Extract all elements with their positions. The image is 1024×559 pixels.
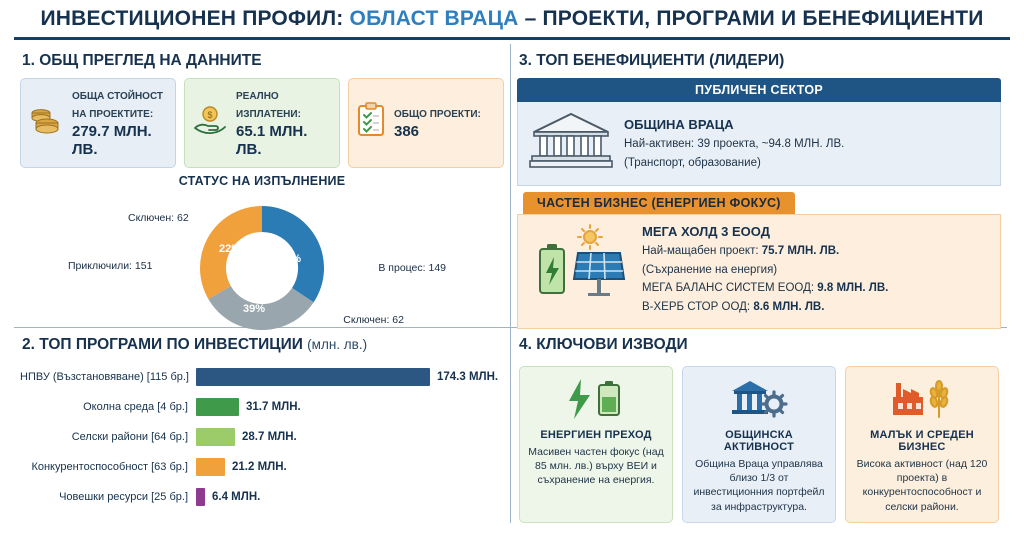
donut-label-bottom: Сключен: 62 [343, 313, 404, 326]
donut-chart [20, 188, 504, 348]
kpi-row [20, 78, 504, 168]
kpi-paid-number: 65.1 МЛН. ЛВ. [236, 122, 308, 159]
private-entity-item3-value: 8.6 МЛН. ЛВ. [753, 300, 825, 313]
bar-track-4 [196, 488, 504, 506]
bar-fill-2 [196, 428, 235, 446]
section-4-title: 4. КЛЮЧОВИ ИЗВОДИ [519, 336, 688, 353]
card-municipal-icons [690, 375, 828, 423]
donut-pct-blue: 39% [278, 252, 302, 265]
bar-value-4: 6.4 МЛН. [212, 491, 261, 503]
bar-value-1: 31.7 МЛН. [246, 401, 301, 413]
section-1-title: 1. ОБЩ ПРЕГЛЕД НА ДАННИТЕ [22, 52, 262, 69]
public-sector-text [624, 116, 844, 171]
public-sector-band: ПУБЛИЧЕН СЕКТОР [517, 78, 1001, 102]
government-building-icon [528, 110, 614, 177]
clipboard-check-icon [355, 101, 387, 144]
section-2-title-main: 2. ТОП ПРОГРАМИ ПО ИНВЕСТИЦИИ [22, 336, 308, 353]
bar-label-1: Околна среда [4 бр.] [83, 401, 188, 413]
public-sector-box [517, 102, 1001, 186]
section-1-overview [14, 44, 510, 327]
donut-chart-title: СТАТУС НА ИЗПЪЛНЕНИЕ [178, 173, 346, 188]
bar-fill-1 [196, 398, 239, 416]
kpi-projects [348, 78, 504, 168]
section-2-title-units: (млн. лв.) [307, 337, 368, 352]
bar-label-2: Селски райони [64 бр.] [71, 431, 188, 443]
bar-track-0 [196, 368, 504, 386]
card-municipal-body: Община Враца управлява близо 1/3 от инвестиционния портфейл за инфраструктура. [693, 458, 825, 513]
section-3-beneficiaries [511, 44, 1007, 327]
public-entity-name: ОБЩИНА ВРАЦА [624, 116, 734, 132]
private-entity-item2-name: МЕГА БАЛАНС СИСТЕМ ЕООД: [642, 282, 818, 295]
private-entity-line1-prefix: Най-мащабен проект: [642, 245, 762, 257]
private-entity-line2: (Съхранение на енергия) [642, 263, 778, 276]
donut-label-top: Сключен: 62 [128, 211, 189, 224]
kpi-total-value-text [72, 86, 169, 160]
private-sector-band-wrap [517, 192, 1001, 214]
bar-track-3 [196, 458, 504, 476]
bar-fill-0 [196, 368, 430, 386]
kpi-projects-label: ОБЩО ПРОЕКТИ: [394, 109, 481, 121]
private-entity-name: МЕГА ХОЛД 3 ЕООД [642, 224, 770, 239]
card-energy-body: Масивен частен фокус (над 85 млн. лв.) върху ВЕИ и съхранение на енергия. [528, 446, 664, 487]
hand-coin-icon [191, 101, 229, 144]
kpi-total-value [20, 78, 176, 168]
page-header [14, 0, 1010, 40]
card-energy-title: ЕНЕРГИЕН ПРЕХОД [540, 429, 652, 441]
kpi-total-value-number: 279.7 МЛН. ЛВ. [72, 122, 152, 159]
kpi-total-value-label: ОБЩА СТОЙНОСТ НА ПРОЕКТИТЕ: [72, 91, 164, 121]
bar-track-2 [196, 428, 504, 446]
public-entity-line1: Най-активен: 39 проекта, ~94.8 МЛН. ЛВ. [624, 137, 845, 150]
private-entity-item3-name: В-ХЕРБ СТОР ООД: [642, 300, 754, 313]
bar-label-3: Конкурентоспособност [63 бр.] [31, 461, 188, 473]
private-sector-box [517, 214, 1001, 329]
kpi-paid [184, 78, 340, 168]
private-entity-item2 [642, 281, 888, 297]
private-entity-item2-value: 9.8 МЛН. ЛВ. [817, 282, 889, 295]
content-grid [14, 44, 1010, 523]
energy-icons-group [528, 223, 632, 320]
bar-fill-4 [196, 488, 205, 506]
title-accent: ОБЛАСТ ВРАЦА [349, 6, 519, 30]
section-3-title: 3. ТОП БЕНЕФИЦИЕНТИ (ЛИДЕРИ) [519, 52, 785, 69]
coins-icon [27, 101, 65, 144]
section-4-conclusions [511, 328, 1007, 523]
card-sme [845, 366, 999, 523]
card-municipal-activity [682, 366, 836, 523]
bar-row [20, 422, 504, 452]
section-2-programs [14, 328, 510, 523]
donut-pct-orange: 22% [218, 242, 242, 255]
kpi-projects-number: 386 [394, 122, 420, 140]
kpi-paid-label: РЕАЛНО ИЗПЛАТЕНИ: [236, 91, 301, 121]
title-part1: ИНВЕСТИЦИОНЕН ПРОФИЛ: [40, 6, 350, 30]
private-sector-group [517, 192, 1001, 329]
bar-row [20, 362, 504, 392]
public-entity-line2: (Транспорт, образование) [624, 156, 761, 169]
private-entity-line1 [642, 244, 888, 260]
bar-value-2: 28.7 МЛН. [242, 431, 297, 443]
private-entity-line1-value: 75.7 МЛН. ЛВ. [761, 245, 840, 257]
card-sme-title: МАЛЪК И СРЕДЕН БИЗНЕС [870, 429, 974, 453]
kpi-projects-text [394, 104, 481, 141]
bar-label-0: НПВУ (Възстановяване) [115 бр.] [20, 371, 189, 383]
bar-row [20, 392, 504, 422]
donut-label-left: Приключили: 151 [68, 259, 153, 272]
bar-row [20, 452, 504, 482]
bar-value-3: 21.2 МЛН. [232, 461, 287, 473]
bar-fill-3 [196, 458, 225, 476]
bar-row [20, 482, 504, 512]
bar-value-0: 174.3 МЛН. [437, 371, 499, 383]
page-title [40, 7, 983, 31]
title-part2: – ПРОЕКТИ, ПРОГРАМИ И БЕНЕФИЦИЕНТИ [518, 6, 984, 30]
card-municipal-title: ОБЩИНСКА АКТИВНОСТ [723, 429, 795, 453]
svg-text:$: $ [207, 110, 213, 121]
card-sme-body: Висока активност (над 120 проекта) в конкурентоспособност и селски райони. [856, 458, 988, 513]
card-energy-transition [519, 366, 673, 523]
conclusion-cards [517, 362, 1001, 523]
private-sector-text [642, 223, 888, 315]
donut-label-right: В процес: 149 [378, 261, 446, 274]
bar-label-4: Човешки ресурси [25 бр.] [59, 491, 188, 503]
bar-track-1 [196, 398, 504, 416]
kpi-paid-text [236, 86, 333, 160]
private-entity-item3 [642, 300, 888, 316]
bar-chart [20, 362, 504, 512]
card-energy-icons [527, 375, 665, 423]
section-2-title [22, 336, 504, 354]
private-sector-band: ЧАСТЕН БИЗНЕС (ЕНЕРГИЕН ФОКУС) [523, 192, 795, 214]
donut-pct-grey: 39% [242, 302, 266, 315]
card-sme-icons [853, 375, 991, 423]
